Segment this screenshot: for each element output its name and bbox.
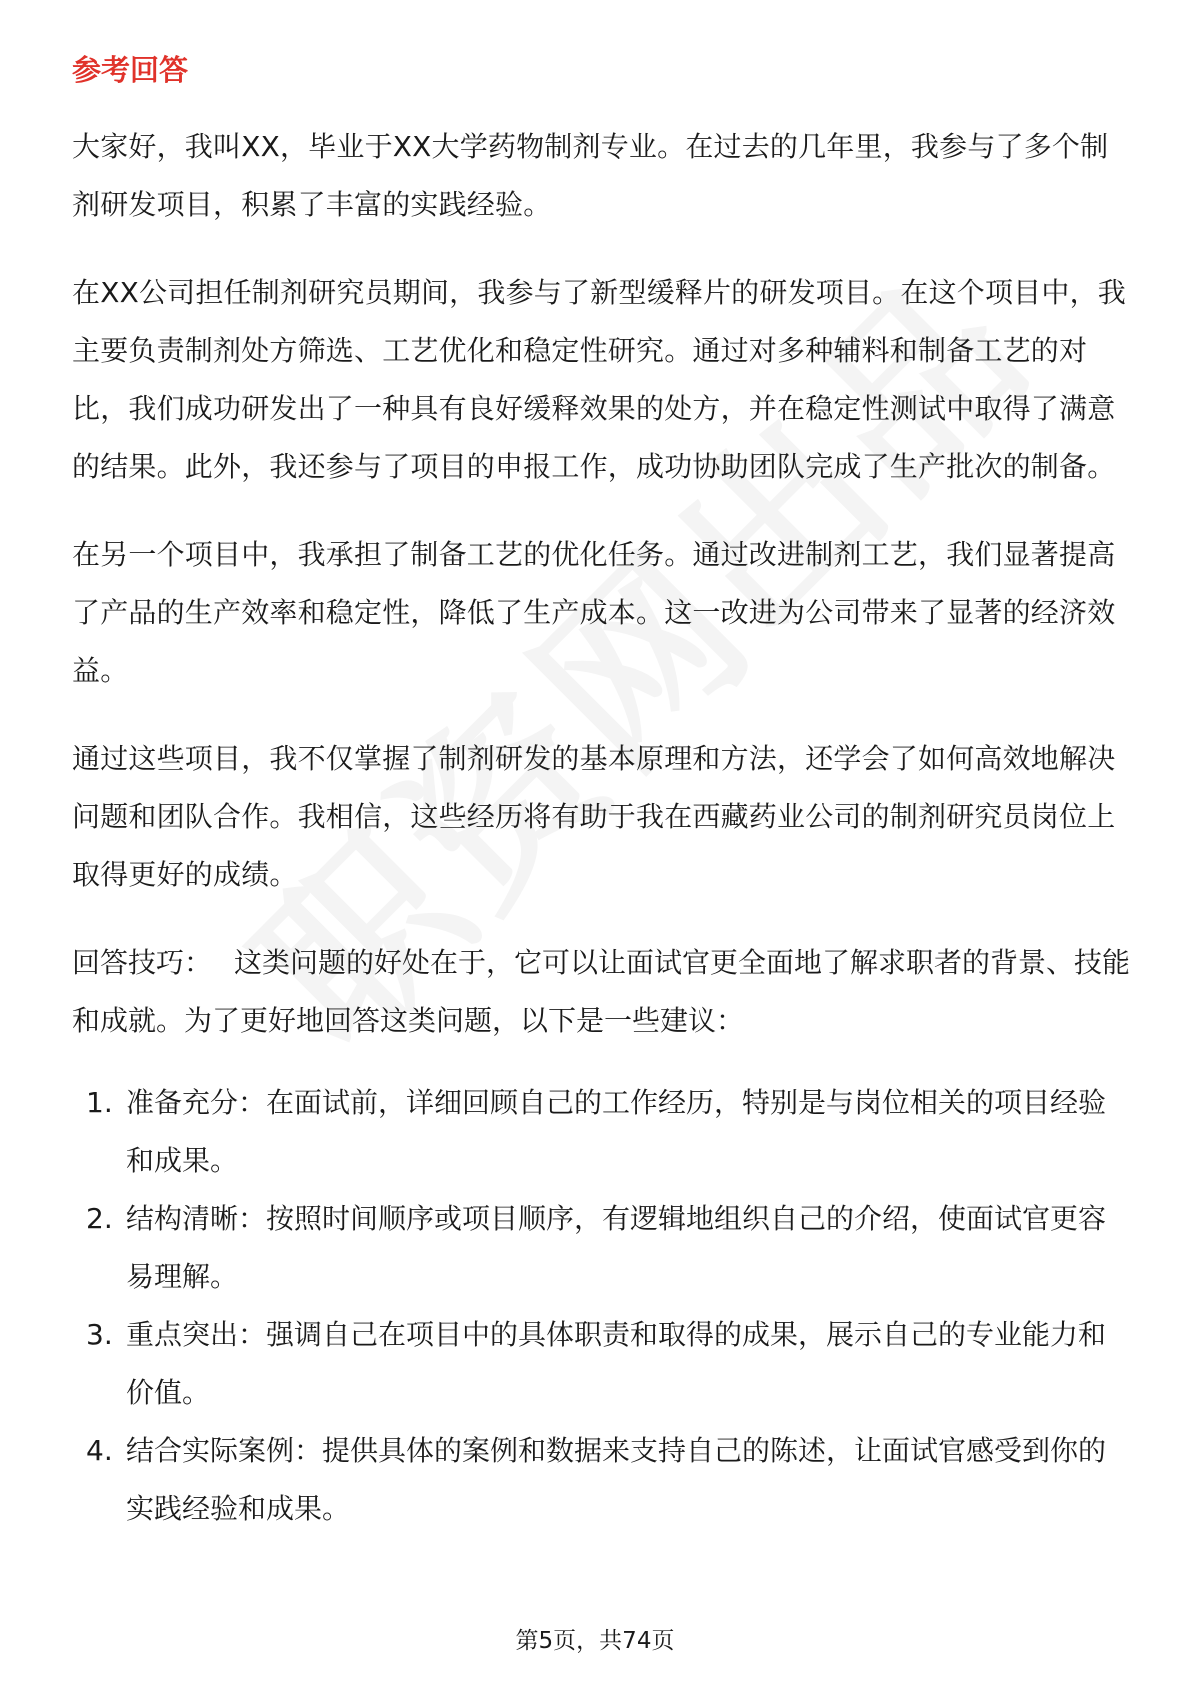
paragraph-project-1: 在XX公司担任制剂研究员期间，我参与了新型缓释片的研发项目。在这个项目中，我主要负责制剂处方筛选、工艺优化和稳定性研究。通过对多种辅料和制备工艺的对比，我们成功研发出了一种具有良好缓释效果的处方，并在稳定性测试中取得了满意的结果。此外，我还参与了项目的申报工作，成功协助团队完成了生产批次的制备。 (72, 276, 1126, 483)
list-item (72, 1074, 1132, 1190)
page-footer (0, 1624, 1190, 1658)
list-item-text: 结合实际案例：提供具体的案例和数据来支持自己的陈述，让面试官感受到你的实践经验和成果。 (126, 1434, 1107, 1525)
tip-list (72, 1074, 1132, 1538)
tips-paragraph (72, 934, 1132, 1050)
list-item-text: 准备充分：在面试前，详细回顾自己的工作经历，特别是与岗位相关的项目经验和成果。 (126, 1086, 1107, 1177)
list-item-number: 1. (86, 1086, 113, 1119)
section-title: 参考回答 (72, 53, 189, 87)
list-item-number: 4. (86, 1434, 113, 1467)
paragraph-conclusion: 通过这些项目，我不仅掌握了制剂研发的基本原理和方法，还学会了如何高效地解决问题和团队合作。我相信，这些经历将有助于我在西藏药业公司的制剂研究员岗位上取得更好的成绩。 (72, 742, 1116, 891)
tips-text: 这类问题的好处在于，它可以让面试官更全面地了解求职者的背景、技能和成就。为了更好地回答这类问题，以下是一些建议： (72, 946, 1131, 1037)
page-number: 第5页，共74页 (515, 1628, 675, 1654)
list-item (72, 1422, 1132, 1538)
tips-label: 回答技巧： (72, 946, 213, 979)
list-item-number: 3. (86, 1318, 113, 1351)
list-item (72, 1190, 1132, 1306)
list-item-text: 重点突出：强调自己在项目中的具体职责和取得的成果，展示自己的专业能力和价值。 (126, 1318, 1107, 1409)
answer-content (72, 118, 1132, 1538)
list-item-number: 2. (86, 1202, 113, 1235)
list-item-text: 结构清晰：按照时间顺序或项目顺序，有逻辑地组织自己的介绍，使面试官更容易理解。 (126, 1202, 1107, 1293)
paragraph-project-2: 在另一个项目中，我承担了制备工艺的优化任务。通过改进制剂工艺，我们显著提高了产品的生产效率和稳定性，降低了生产成本。这一改进为公司带来了显著的经济效益。 (72, 538, 1116, 687)
list-item (72, 1306, 1132, 1422)
paragraph-intro: 大家好，我叫XX，毕业于XX大学药物制剂专业。在过去的几年里，我参与了多个制剂研发项目，积累了丰富的实践经验。 (72, 130, 1109, 221)
